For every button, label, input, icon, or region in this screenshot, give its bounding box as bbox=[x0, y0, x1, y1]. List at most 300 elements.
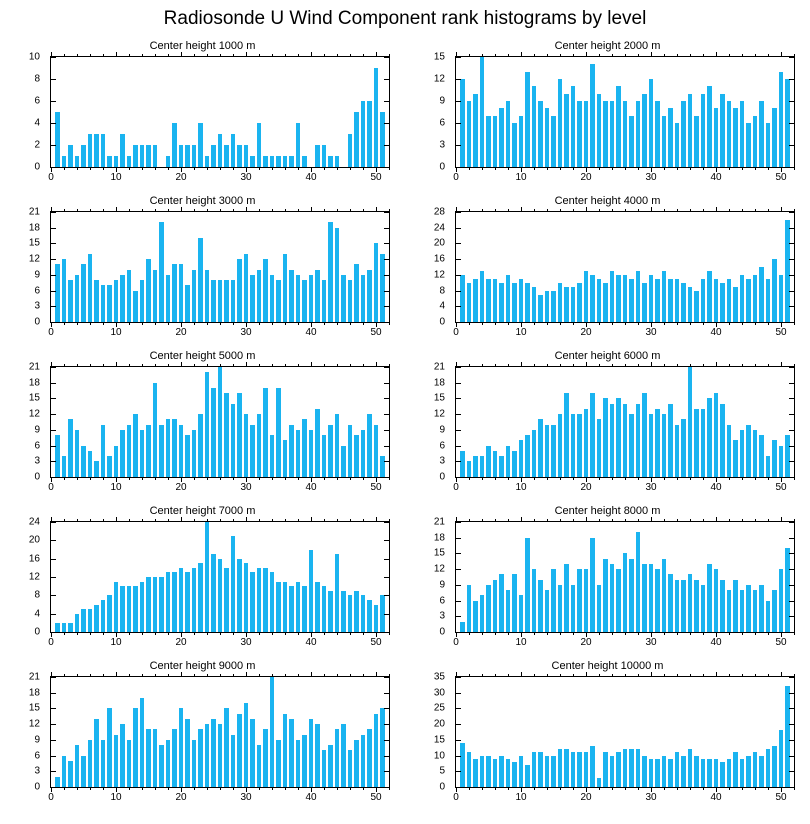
histogram-bar bbox=[512, 574, 516, 632]
histogram-bar bbox=[597, 585, 601, 632]
x-axis-tick-label: 10 bbox=[515, 637, 527, 648]
y-axis-tick-mark bbox=[456, 398, 461, 399]
x-axis-tick-mark bbox=[129, 54, 130, 57]
histogram-bar bbox=[185, 435, 189, 477]
x-axis-tick-mark bbox=[116, 207, 117, 212]
x-axis-tick-mark bbox=[586, 362, 587, 367]
y-axis-tick-mark bbox=[456, 461, 461, 462]
histogram-bar bbox=[525, 435, 529, 477]
histogram-bar bbox=[328, 156, 332, 167]
histogram-bar bbox=[341, 446, 345, 477]
histogram-bar bbox=[185, 572, 189, 632]
y-axis-tick-label: 24 bbox=[433, 222, 445, 234]
y-axis-tick-label: 28 bbox=[433, 206, 445, 218]
x-axis-tick-mark bbox=[64, 674, 65, 677]
y-axis-tick-mark bbox=[384, 461, 389, 462]
histogram-bar bbox=[172, 729, 176, 787]
histogram-bar bbox=[231, 735, 235, 787]
histogram-bar bbox=[636, 404, 640, 477]
x-axis-tick-label: 0 bbox=[48, 327, 54, 338]
x-axis-tick-mark bbox=[521, 52, 522, 57]
x-axis-tick-mark bbox=[194, 167, 195, 170]
y-axis-tick-mark bbox=[384, 79, 389, 80]
x-axis-tick-mark bbox=[703, 477, 704, 480]
y-axis-tick-mark bbox=[51, 212, 56, 213]
x-axis-tick-mark bbox=[181, 672, 182, 677]
histogram-bar bbox=[753, 275, 757, 322]
histogram-bar bbox=[263, 729, 267, 787]
y-axis-tick-label: 12 bbox=[28, 571, 40, 583]
x-axis-tick-mark bbox=[64, 364, 65, 367]
x-axis-tick-mark bbox=[129, 209, 130, 212]
y-axis-tick-label: 12 bbox=[433, 269, 445, 281]
histogram-bar bbox=[623, 275, 627, 322]
x-axis-tick-mark bbox=[768, 519, 769, 522]
x-axis-tick-mark bbox=[298, 209, 299, 212]
y-axis-tick-mark bbox=[51, 243, 56, 244]
x-axis-tick-mark bbox=[350, 167, 351, 170]
x-axis-tick-mark bbox=[677, 209, 678, 212]
x-axis-tick-mark bbox=[508, 674, 509, 677]
x-axis-tick-mark bbox=[586, 52, 587, 57]
x-axis-tick-label: 30 bbox=[240, 637, 252, 648]
y-axis-tick-label: 15 bbox=[433, 547, 445, 559]
histogram-bar bbox=[753, 116, 757, 167]
x-axis-tick-mark bbox=[324, 54, 325, 57]
histogram-bar bbox=[270, 156, 274, 167]
x-axis-tick-mark bbox=[207, 632, 208, 635]
y-axis-tick-mark bbox=[456, 430, 461, 431]
y-axis-tick-mark bbox=[456, 693, 461, 694]
x-axis-tick-mark bbox=[469, 167, 470, 170]
histogram-bar bbox=[772, 108, 776, 167]
x-axis-tick-mark bbox=[77, 519, 78, 522]
x-axis-tick-mark bbox=[664, 322, 665, 325]
y-axis-tick-mark bbox=[456, 553, 461, 554]
histogram-bar bbox=[75, 430, 79, 477]
x-axis-tick-mark bbox=[547, 519, 548, 522]
histogram-bar bbox=[250, 572, 254, 632]
histogram-bar bbox=[493, 279, 497, 322]
y-axis-tick-mark bbox=[384, 212, 389, 213]
x-axis-tick-mark bbox=[599, 674, 600, 677]
y-axis-tick-label: 4 bbox=[34, 608, 40, 620]
x-axis-tick-mark bbox=[768, 477, 769, 480]
panel-title: Center height 6000 m bbox=[554, 350, 661, 362]
histogram-bar bbox=[107, 156, 111, 167]
y-axis-tick-mark bbox=[456, 585, 461, 586]
histogram-bar bbox=[642, 283, 646, 322]
x-axis-tick-label: 30 bbox=[645, 792, 657, 803]
histogram-panel bbox=[10, 350, 395, 497]
x-axis-tick-mark bbox=[285, 364, 286, 367]
x-axis-tick-mark bbox=[207, 209, 208, 212]
y-axis-tick-mark bbox=[384, 275, 389, 276]
bar-series bbox=[456, 57, 794, 167]
histogram-bar bbox=[153, 383, 157, 477]
bar-series bbox=[456, 522, 794, 632]
x-axis-tick-mark bbox=[677, 787, 678, 790]
histogram-bar bbox=[75, 745, 79, 787]
x-axis-tick-mark bbox=[508, 477, 509, 480]
y-axis-tick-mark bbox=[789, 708, 794, 709]
x-axis-tick-mark bbox=[311, 207, 312, 212]
y-axis-tick-label: 12 bbox=[433, 563, 445, 575]
x-axis-tick-mark bbox=[651, 52, 652, 57]
x-axis-tick-mark bbox=[729, 209, 730, 212]
y-axis-tick-mark bbox=[384, 398, 389, 399]
x-axis-tick-mark bbox=[272, 674, 273, 677]
x-axis-tick-mark bbox=[142, 364, 143, 367]
x-axis-tick-mark bbox=[716, 362, 717, 367]
x-axis-tick-mark bbox=[285, 322, 286, 325]
x-axis-tick-mark bbox=[220, 674, 221, 677]
y-axis-tick-mark bbox=[789, 756, 794, 757]
histogram-bar bbox=[493, 116, 497, 167]
histogram-bar bbox=[467, 461, 471, 477]
histogram-bar bbox=[629, 414, 633, 477]
x-axis-tick-mark bbox=[664, 632, 665, 635]
x-axis-tick-mark bbox=[534, 322, 535, 325]
y-axis-tick-mark bbox=[456, 446, 461, 447]
histogram-bar bbox=[289, 156, 293, 167]
y-axis-tick-mark bbox=[456, 538, 461, 539]
histogram-bar bbox=[380, 456, 384, 477]
histogram-bar bbox=[740, 430, 744, 477]
y-axis-tick-mark bbox=[384, 306, 389, 307]
y-axis-tick-mark bbox=[51, 756, 56, 757]
histogram-bar bbox=[179, 264, 183, 322]
y-axis-tick-mark bbox=[51, 367, 56, 368]
y-axis-tick-mark bbox=[384, 430, 389, 431]
x-axis-tick-mark bbox=[521, 672, 522, 677]
x-axis-tick-mark bbox=[337, 632, 338, 635]
histogram-bar bbox=[270, 275, 274, 322]
histogram-bar bbox=[636, 271, 640, 322]
histogram-bar bbox=[257, 745, 261, 787]
histogram-bar bbox=[81, 446, 85, 477]
x-axis-tick-mark bbox=[573, 209, 574, 212]
x-axis-tick-mark bbox=[573, 167, 574, 170]
histogram-bar bbox=[597, 419, 601, 477]
histogram-bar bbox=[335, 729, 339, 787]
y-axis-tick-mark bbox=[384, 577, 389, 578]
panel-title: Center height 4000 m bbox=[554, 195, 661, 207]
x-axis-tick-mark bbox=[259, 632, 260, 635]
x-axis-tick-mark bbox=[755, 322, 756, 325]
x-axis-tick-mark bbox=[703, 364, 704, 367]
x-axis-tick-mark bbox=[77, 477, 78, 480]
histogram-bar bbox=[649, 414, 653, 477]
x-axis-tick-mark bbox=[259, 209, 260, 212]
histogram-panel bbox=[10, 660, 395, 807]
x-axis-tick-mark bbox=[651, 517, 652, 522]
histogram-bar bbox=[289, 425, 293, 477]
histogram-bar bbox=[374, 714, 378, 787]
histogram-bar bbox=[694, 291, 698, 322]
plot-area bbox=[455, 676, 795, 788]
histogram-bar bbox=[551, 569, 555, 632]
histogram-bar bbox=[114, 280, 118, 322]
y-axis-tick-mark bbox=[456, 101, 461, 102]
histogram-bar bbox=[250, 719, 254, 787]
histogram-bar bbox=[506, 590, 510, 632]
x-axis-tick-mark bbox=[363, 674, 364, 677]
y-axis-tick-label: 5 bbox=[439, 765, 445, 777]
x-axis-tick-mark bbox=[534, 209, 535, 212]
x-axis-tick-mark bbox=[794, 322, 795, 325]
x-axis-tick-mark bbox=[677, 167, 678, 170]
x-axis-tick-mark bbox=[716, 207, 717, 212]
histogram-bar bbox=[668, 404, 672, 477]
x-axis-tick-mark bbox=[690, 209, 691, 212]
x-axis-tick-mark bbox=[311, 52, 312, 57]
y-axis-tick-mark bbox=[51, 614, 56, 615]
x-axis-tick-label: 30 bbox=[240, 327, 252, 338]
y-axis-tick-label: 9 bbox=[439, 579, 445, 591]
x-axis-tick-mark bbox=[638, 632, 639, 635]
histogram-bar bbox=[603, 752, 607, 787]
x-axis-tick-mark bbox=[755, 787, 756, 790]
histogram-bar bbox=[348, 280, 352, 322]
histogram-bar bbox=[361, 595, 365, 632]
histogram-bar bbox=[348, 425, 352, 477]
histogram-bar bbox=[218, 134, 222, 167]
x-axis-tick-mark bbox=[389, 209, 390, 212]
histogram-bar bbox=[133, 291, 137, 322]
histogram-bar bbox=[538, 752, 542, 787]
y-axis-tick-mark bbox=[789, 693, 794, 694]
y-axis-tick-mark bbox=[456, 79, 461, 80]
histogram-bar bbox=[159, 745, 163, 787]
histogram-bar bbox=[688, 94, 692, 167]
y-axis-tick-mark bbox=[384, 724, 389, 725]
histogram-bar bbox=[649, 79, 653, 167]
histogram-bar bbox=[545, 291, 549, 322]
x-axis-tick-mark bbox=[677, 322, 678, 325]
x-axis-tick-mark bbox=[90, 787, 91, 790]
histogram-bar bbox=[335, 414, 339, 477]
x-axis-tick-mark bbox=[142, 477, 143, 480]
histogram-bar bbox=[341, 724, 345, 787]
x-axis-tick-mark bbox=[376, 517, 377, 522]
x-axis-tick-mark bbox=[690, 632, 691, 635]
x-axis-tick-mark bbox=[77, 674, 78, 677]
y-axis-tick-mark bbox=[384, 367, 389, 368]
y-axis-tick-label: 15 bbox=[433, 392, 445, 404]
x-axis-tick-mark bbox=[363, 322, 364, 325]
histogram-bar bbox=[467, 585, 471, 632]
x-axis-tick-mark bbox=[625, 364, 626, 367]
x-axis-tick-mark bbox=[690, 167, 691, 170]
histogram-bar bbox=[577, 414, 581, 477]
y-axis-tick-mark bbox=[456, 275, 461, 276]
histogram-bar bbox=[759, 585, 763, 632]
x-axis-tick-mark bbox=[482, 787, 483, 790]
x-axis-tick-mark bbox=[103, 674, 104, 677]
histogram-bar bbox=[153, 577, 157, 632]
histogram-bar bbox=[766, 749, 770, 787]
x-axis-tick-mark bbox=[768, 209, 769, 212]
histogram-bar bbox=[480, 271, 484, 322]
histogram-bar bbox=[499, 283, 503, 322]
y-axis-tick-mark bbox=[384, 708, 389, 709]
x-axis-tick-mark bbox=[220, 787, 221, 790]
x-axis-tick-label: 30 bbox=[645, 637, 657, 648]
histogram-bar bbox=[276, 582, 280, 632]
x-axis-tick-mark bbox=[495, 364, 496, 367]
x-axis-tick-label: 10 bbox=[110, 792, 122, 803]
x-axis-tick-mark bbox=[534, 477, 535, 480]
histogram-bar bbox=[766, 456, 770, 477]
histogram-bar bbox=[545, 108, 549, 167]
y-axis-tick-mark bbox=[456, 756, 461, 757]
x-axis-tick-mark bbox=[220, 54, 221, 57]
x-axis-tick-mark bbox=[508, 54, 509, 57]
histogram-bar bbox=[701, 279, 705, 322]
x-axis-tick-mark bbox=[389, 364, 390, 367]
histogram-bar bbox=[166, 275, 170, 322]
x-axis-tick-mark bbox=[51, 362, 52, 367]
histogram-bar bbox=[218, 367, 222, 477]
y-axis-tick-label: 0 bbox=[439, 316, 445, 328]
histogram-bar bbox=[185, 145, 189, 167]
histogram-bar bbox=[224, 280, 228, 322]
histogram-panel bbox=[415, 660, 800, 807]
x-axis-tick-mark bbox=[194, 209, 195, 212]
x-axis-tick-mark bbox=[716, 672, 717, 677]
x-axis-tick-label: 40 bbox=[305, 172, 317, 183]
histogram-bar bbox=[681, 580, 685, 632]
x-axis-tick-mark bbox=[560, 787, 561, 790]
histogram-bar bbox=[289, 719, 293, 787]
histogram-bar bbox=[211, 719, 215, 787]
histogram-bar bbox=[101, 134, 105, 167]
histogram-bar bbox=[727, 759, 731, 787]
x-axis-tick-mark bbox=[103, 209, 104, 212]
histogram-bar bbox=[120, 586, 124, 632]
x-axis-tick-mark bbox=[482, 209, 483, 212]
x-axis-tick-label: 50 bbox=[775, 482, 787, 493]
x-axis-tick-mark bbox=[521, 207, 522, 212]
x-axis-tick-mark bbox=[638, 54, 639, 57]
histogram-bar bbox=[237, 259, 241, 322]
y-axis-tick-mark bbox=[789, 145, 794, 146]
x-axis-tick-label: 40 bbox=[710, 637, 722, 648]
y-axis-tick-label: 20 bbox=[28, 534, 40, 546]
histogram-bar bbox=[597, 279, 601, 322]
histogram-bar bbox=[493, 451, 497, 477]
y-axis-tick-mark bbox=[456, 771, 461, 772]
y-axis-tick-mark bbox=[384, 123, 389, 124]
y-axis-tick-mark bbox=[51, 145, 56, 146]
histogram-bar bbox=[153, 729, 157, 787]
histogram-bar bbox=[68, 280, 72, 322]
y-axis-tick-label: 3 bbox=[439, 610, 445, 622]
x-axis-tick-mark bbox=[534, 364, 535, 367]
x-axis-tick-mark bbox=[638, 167, 639, 170]
histogram-bar bbox=[610, 101, 614, 167]
histogram-bar bbox=[655, 759, 659, 787]
x-axis-tick-mark bbox=[285, 632, 286, 635]
x-axis-tick-label: 0 bbox=[453, 792, 459, 803]
x-axis-tick-mark bbox=[469, 674, 470, 677]
x-axis-tick-mark bbox=[272, 54, 273, 57]
histogram-bar bbox=[694, 580, 698, 632]
x-axis-tick-mark bbox=[755, 632, 756, 635]
x-axis-tick-mark bbox=[573, 787, 574, 790]
y-axis-tick-label: 9 bbox=[439, 424, 445, 436]
histogram-bar bbox=[675, 123, 679, 167]
histogram-bar bbox=[668, 279, 672, 322]
histogram-bar bbox=[662, 414, 666, 477]
panel-title: Center height 8000 m bbox=[554, 505, 661, 517]
y-axis-tick-mark bbox=[789, 461, 794, 462]
histogram-bar bbox=[460, 451, 464, 477]
x-axis-tick-label: 30 bbox=[240, 792, 252, 803]
x-axis-tick-mark bbox=[469, 632, 470, 635]
histogram-bar bbox=[75, 156, 79, 167]
y-axis-tick-label: 6 bbox=[439, 117, 445, 129]
histogram-bar bbox=[81, 264, 85, 322]
histogram-bar bbox=[779, 730, 783, 787]
histogram-bar bbox=[681, 283, 685, 322]
x-axis-tick-mark bbox=[272, 167, 273, 170]
histogram-bar bbox=[354, 435, 358, 477]
x-axis-tick-mark bbox=[90, 54, 91, 57]
x-axis-tick-mark bbox=[599, 167, 600, 170]
y-axis-tick-label: 25 bbox=[433, 702, 445, 714]
y-axis-tick-label: 4 bbox=[439, 300, 445, 312]
histogram-bar bbox=[328, 222, 332, 322]
x-axis-tick-mark bbox=[350, 632, 351, 635]
x-axis-tick-mark bbox=[168, 519, 169, 522]
x-axis-tick-mark bbox=[742, 632, 743, 635]
x-axis-tick-mark bbox=[129, 322, 130, 325]
x-axis-tick-mark bbox=[742, 54, 743, 57]
histogram-bar bbox=[714, 393, 718, 477]
x-axis-tick-label: 10 bbox=[110, 172, 122, 183]
x-axis-tick-mark bbox=[337, 322, 338, 325]
plot-area bbox=[50, 366, 390, 478]
x-axis-tick-mark bbox=[272, 787, 273, 790]
histogram-bar bbox=[335, 554, 339, 632]
histogram-bar bbox=[179, 145, 183, 167]
y-axis-tick-label: 21 bbox=[28, 206, 40, 218]
x-axis-tick-label: 30 bbox=[240, 172, 252, 183]
y-axis-tick-mark bbox=[789, 677, 794, 678]
x-axis-tick-mark bbox=[194, 787, 195, 790]
histogram-bar bbox=[597, 778, 601, 787]
histogram-bar bbox=[127, 270, 131, 322]
x-axis-tick-mark bbox=[573, 322, 574, 325]
histogram-bar bbox=[714, 279, 718, 322]
histogram-bar bbox=[263, 568, 267, 632]
histogram-bar bbox=[564, 287, 568, 322]
histogram-bar bbox=[538, 295, 542, 323]
histogram-bar bbox=[675, 279, 679, 322]
histogram-bar bbox=[746, 279, 750, 322]
histogram-bar bbox=[276, 280, 280, 322]
y-axis-tick-mark bbox=[789, 601, 794, 602]
histogram-bar bbox=[335, 228, 339, 322]
x-axis-tick-mark bbox=[469, 519, 470, 522]
y-axis-tick-mark bbox=[51, 398, 56, 399]
x-axis-tick-label: 20 bbox=[175, 172, 187, 183]
plot-area bbox=[455, 366, 795, 478]
y-axis-tick-mark bbox=[456, 414, 461, 415]
x-axis-tick-mark bbox=[638, 519, 639, 522]
